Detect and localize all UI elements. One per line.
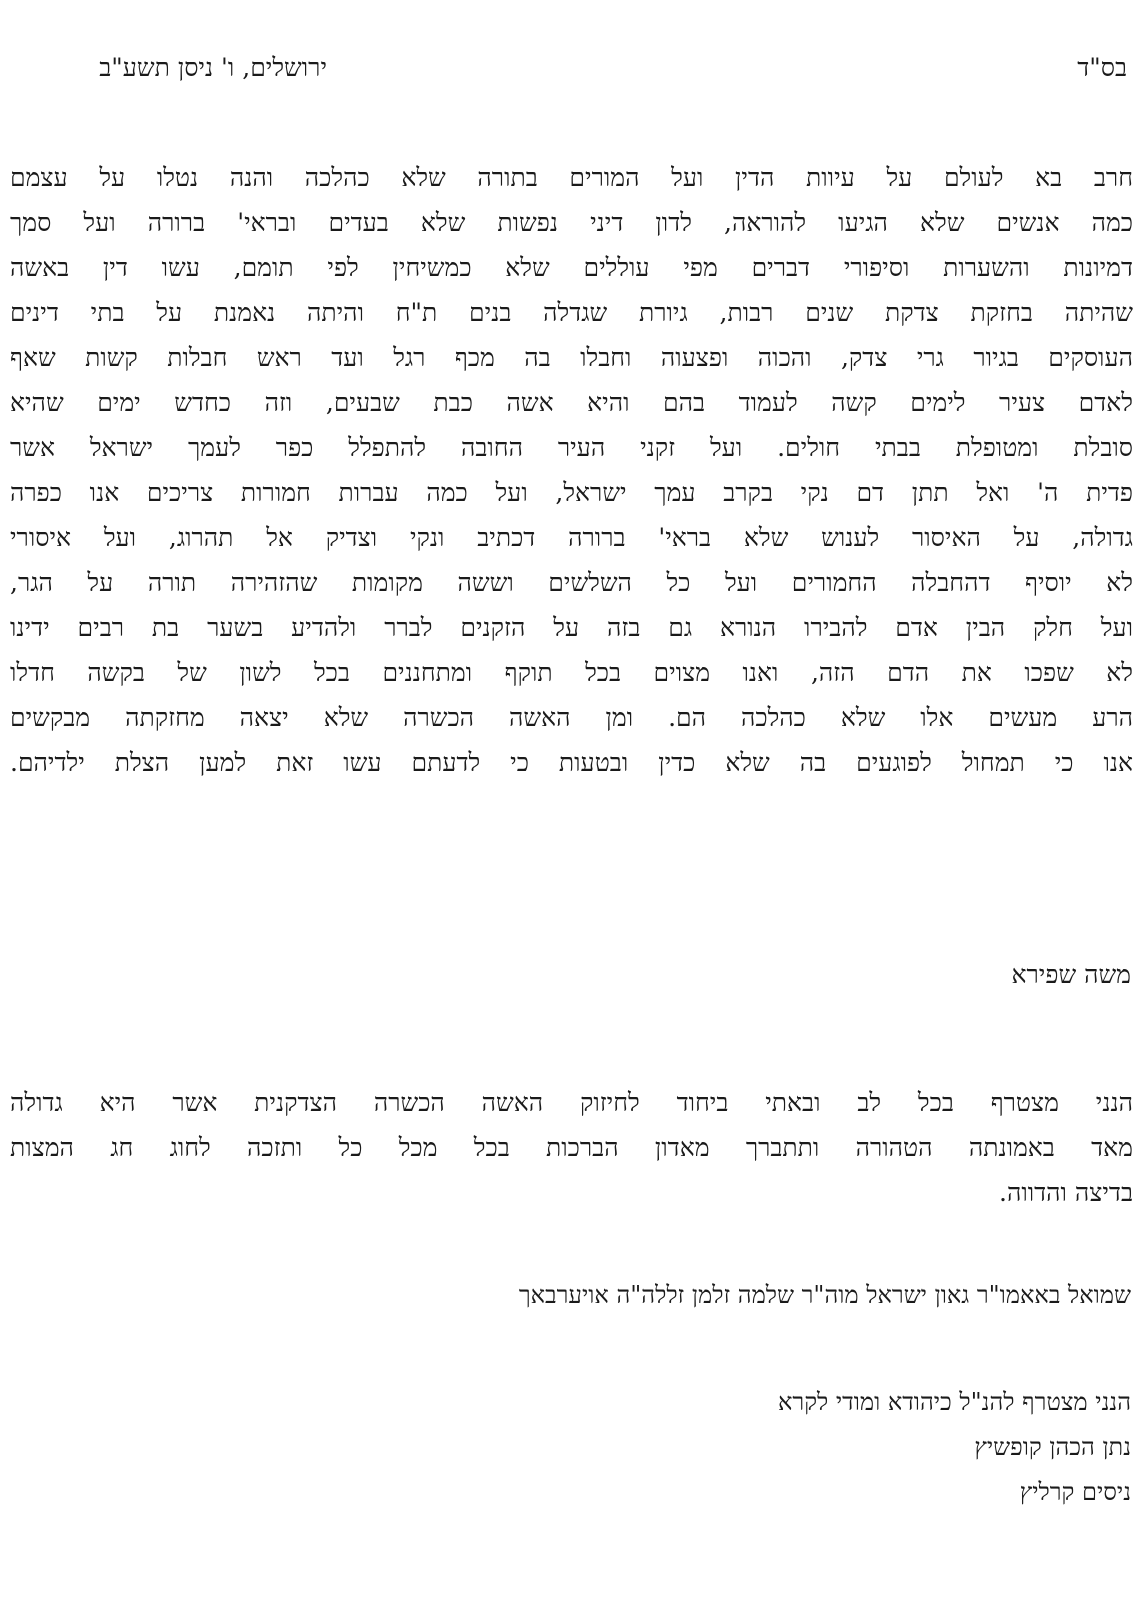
paragraph-line: הרע מעשים אלו שלא כהלכה הם. ומן האשה הכשרה שלא יצאה מחזקתה מבקשים — [10, 703, 1133, 732]
paragraph-line: פדית ה' ואל תתן דם נקי בקרב עמך ישראל, ועל כמה עברות חמורות צריכים אנו כפרה — [10, 478, 1133, 507]
paragraph-line: ועל חלק הבין אדם להבירו הנורא גם בזה על הזקנים לברר ולהדיע בשער בת רבים ידינו — [10, 613, 1133, 642]
paragraph-line: חרב בא לעולם על עיוות הדין ועל המורים בתורה שלא כהלכה והנה נטלו על עצמם — [10, 163, 1133, 192]
letter-header — [20, 48, 1127, 88]
signature-nissim-karelitz: ניסים קרליץ — [1019, 1478, 1131, 1506]
paragraph-line: שהיתה בחזקת צדקת שנים רבות, גיורת שגדלה בנים ת"ח והיתה נאמנת על בתי דינים — [10, 298, 1133, 327]
paragraph-line: לא שפכו את הדם הזה, ואנו מצוים בכל תוקף ומתחננים בכל לשון של בקשה חדלו — [10, 658, 1133, 687]
endorsement-line: הנני מצטרף להנ"ל כיהודא ומודי לקרא — [778, 1388, 1131, 1416]
signature-nosson-kopshitz: נתן הכהן קופשיץ — [974, 1433, 1131, 1461]
paragraph-line: בדיצה והדווה. — [999, 1178, 1133, 1207]
bsd-mark: בס"ד — [1077, 53, 1127, 82]
paragraph-line: דמיונות והשערות וסיפורי דברים מפי עוללים שלא כמשיחין לפי תומם, עשו דין באשה — [10, 253, 1133, 282]
paragraph-line: העוסקים בגיור גרי צדק, והכוה ופצעוה וחבלו בה מכף רגל ועד ראש חבלות קשות שאף — [10, 343, 1133, 372]
paragraph-line: לאדם צעיר לימים קשה לעמוד בהם והיא אשה כבת שבעים, וזה כחדש ימים שהיא — [10, 388, 1133, 417]
paragraph-line: לא יוסיף דהחבלה החמורים ועל כל השלשים וששה מקומות שהזהירה תורה על הגר, — [10, 568, 1133, 597]
signature-moshe-shapira: משה שפירא — [1011, 960, 1131, 989]
paragraph-line: אנו כי תמחול לפוגעים בה שלא כדין ובטעות כי לדעתם עשו זאת למען הצלת ילדיהם. — [10, 748, 1133, 777]
main-paragraph — [10, 155, 1133, 785]
paragraph-line: הנני מצטרף בכל לב ובאתי ביחוד לחיזוק האשה הכשרה הצדקנית אשר היא גדולה — [10, 1088, 1133, 1117]
paragraph-line: כמה אנשים שלא הגיעו להוראה, לדון דיני נפשות שלא בעדים ובראי' ברורה ועל סמך — [10, 208, 1133, 237]
place-and-date: ירושלים, ו' ניסן תשע"ב — [99, 53, 327, 82]
second-paragraph — [10, 1080, 1133, 1215]
signature-shmuel-auerbach: שמואל באאמו"ר גאון ישראל מוה"ר שלמה זלמן זללה"ה אויערבאך — [518, 1281, 1131, 1309]
paragraph-line: סובלת ומטופלת בבתי חולים. ועל זקני העיר החובה להתפלל כפר לעמך ישראל אשר — [10, 433, 1133, 462]
paragraph-line: מאד באמונתה הטהורה ותתברך מאדון הברכות בכל מכל כל ותזכה לחוג חג המצות — [10, 1133, 1133, 1162]
third-endorsement — [778, 1380, 1131, 1515]
paragraph-line: גדולה, על האיסור לענוש שלא בראי' ברורה דכתיב ונקי וצדיק אל תהרוג, ועל איסורי — [10, 523, 1133, 552]
